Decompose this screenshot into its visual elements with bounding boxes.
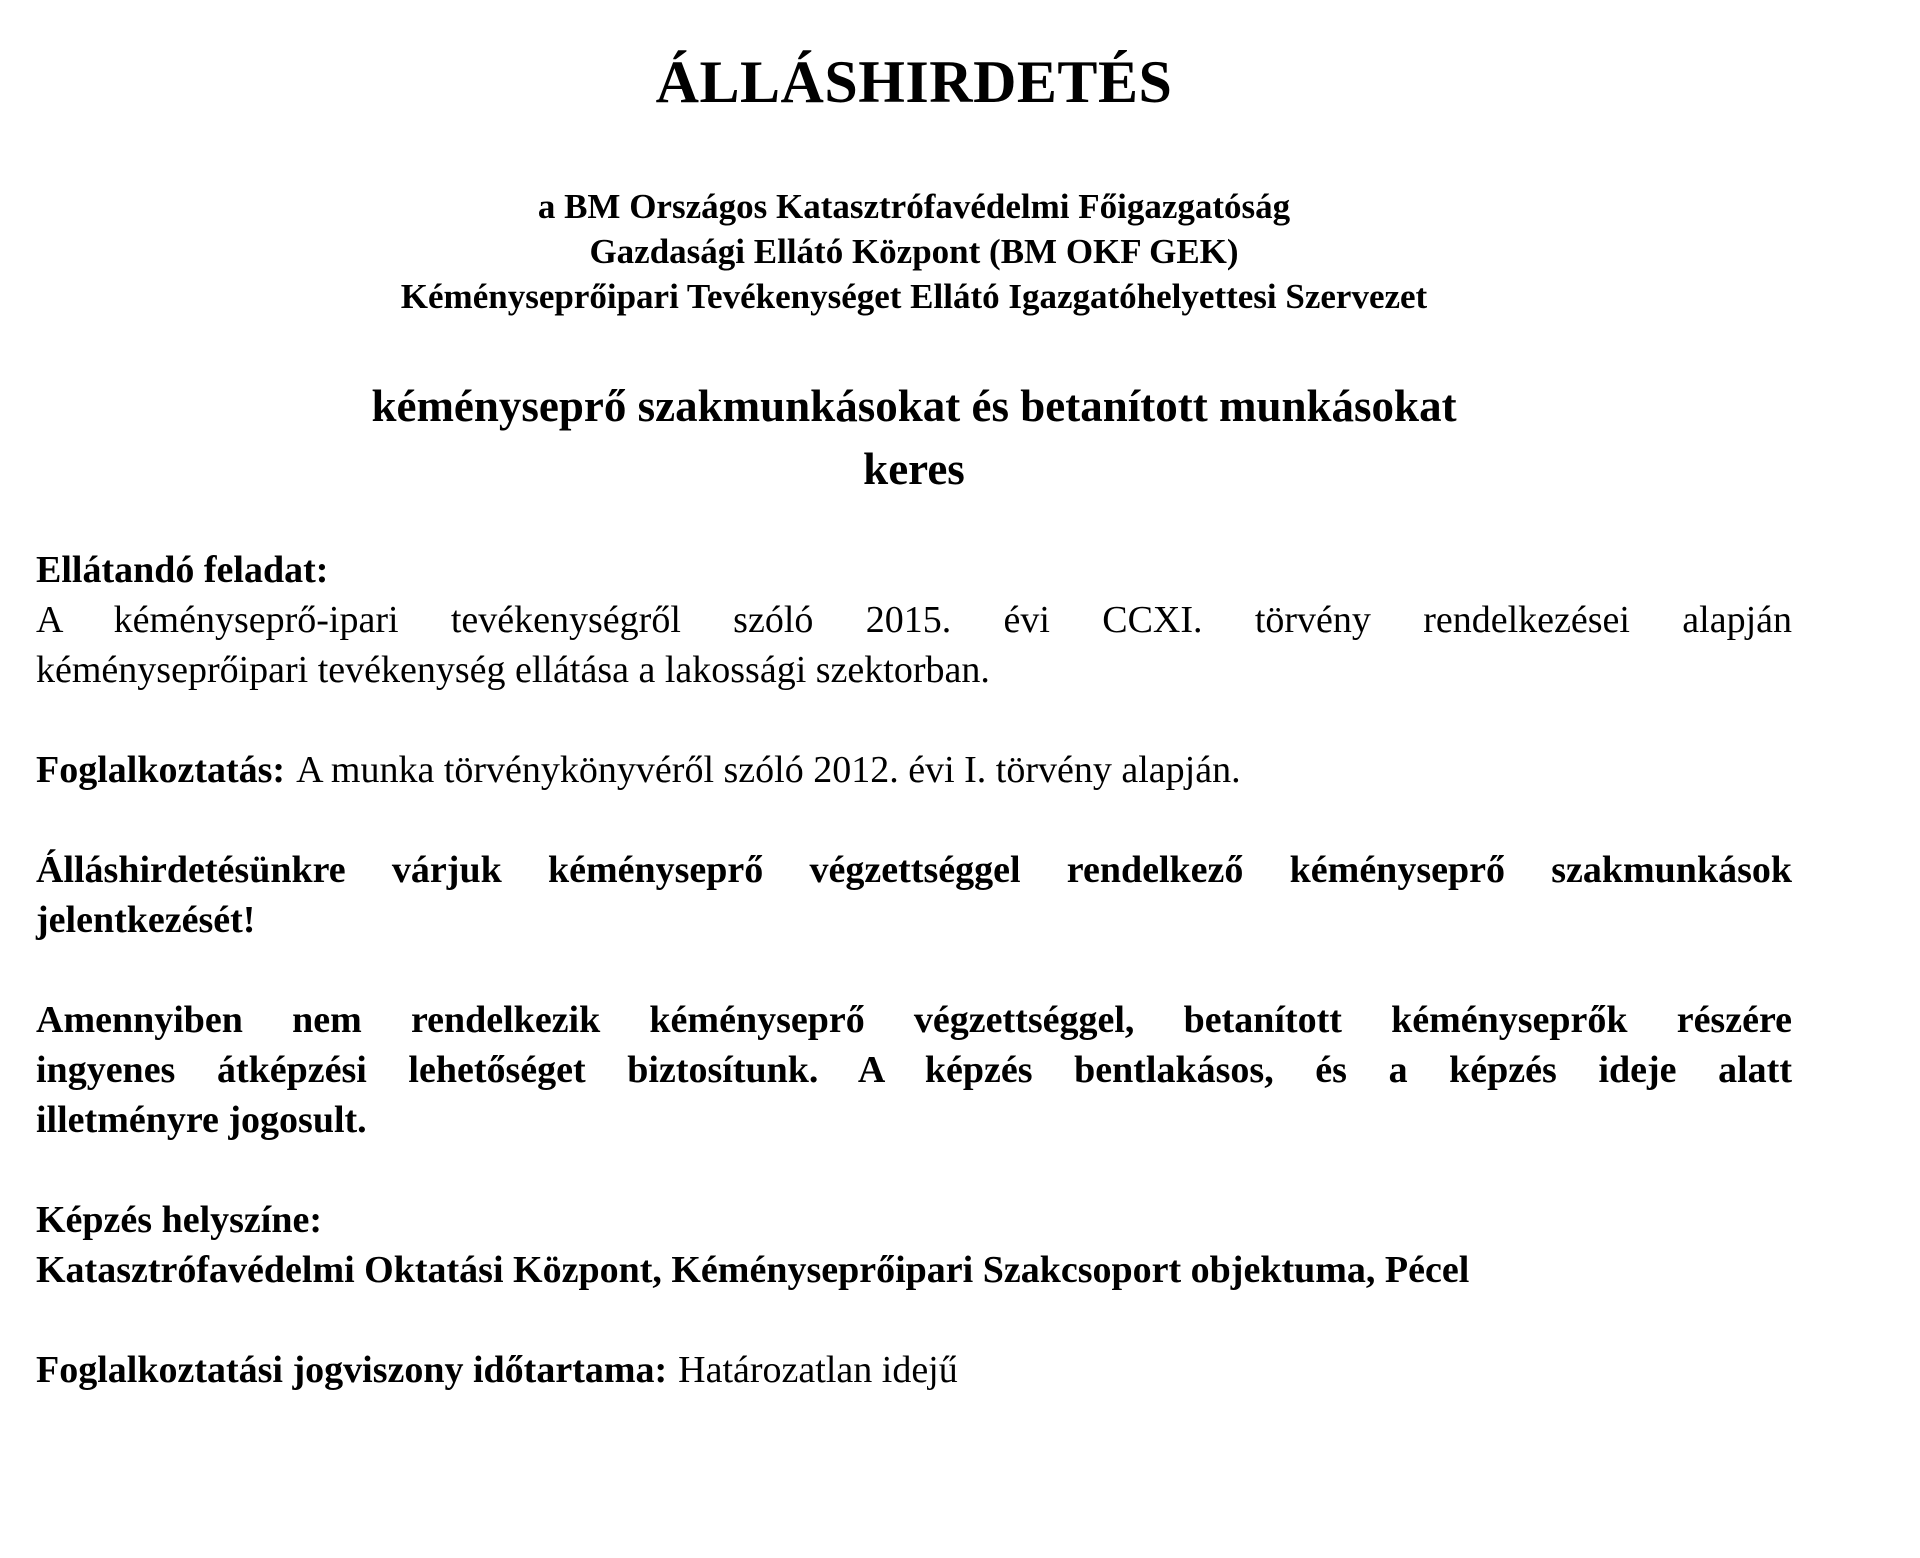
training-offer-line-1: Amennyiben nem rendelkezik kéményseprő végzettséggel, betanított kéményseprők részére: [36, 999, 1792, 1041]
position-heading-line-1: kéményseprő szakmunkásokat és betanított munkásokat: [371, 381, 1457, 431]
section-employment-duration: [36, 1345, 1792, 1395]
training-offer-line-2: ingyenes átképzési lehetőséget biztosítunk. A képzés bentlakásos, és a képzés ideje alatt: [36, 1049, 1792, 1091]
organization-name-line-2: Gazdasági Ellátó Központ (BM OKF GEK): [589, 232, 1239, 271]
organization-name-line-1: a BM Országos Katasztrófavédelmi Főigazgatóság: [537, 187, 1291, 226]
section-task-label: Ellátandó feladat:: [36, 549, 329, 591]
training-location-label: Képzés helyszíne:: [36, 1199, 323, 1241]
section-task-text-line-1: A kéményseprő-ipari tevékenységről szóló 2015. évi CCXI. törvény rendelkezései alapján: [36, 599, 1792, 641]
section-employment-label: Foglalkoztatás:: [36, 749, 286, 791]
section-call-for-applicants: [36, 845, 1792, 945]
position-heading: [36, 375, 1792, 501]
position-heading-line-2: keres: [863, 444, 965, 494]
call-for-applicants-line-2: jelentkezését!: [36, 899, 256, 941]
organization-name-line-3: Kéményseprőipari Tevékenységet Ellátó Igazgatóhelyettesi Szervezet: [400, 277, 1428, 316]
organization-block: [36, 184, 1792, 319]
section-training-offer: [36, 995, 1792, 1145]
training-offer-line-3: illetményre jogosult.: [36, 1099, 367, 1141]
employment-duration-text: Határozatlan idejű: [678, 1349, 958, 1391]
section-task-text-line-2: kéményseprőipari tevékenység ellátása a lakossági szektorban.: [36, 649, 990, 691]
section-training-location: [36, 1195, 1792, 1295]
call-for-applicants-line-1: Álláshirdetésünkre várjuk kéményseprő végzettséggel rendelkező kéményseprő szakmunkások: [36, 849, 1792, 891]
section-employment-text: A munka törvénykönyvéről szóló 2012. évi I. törvény alapján.: [296, 749, 1241, 791]
section-employment: [36, 745, 1792, 795]
training-location-text: Katasztrófavédelmi Oktatási Központ, Kéményseprőipari Szakcsoport objektuma, Pécel: [36, 1249, 1470, 1291]
employment-duration-label: Foglalkoztatási jogviszony időtartama:: [36, 1349, 668, 1391]
section-task: [36, 545, 1792, 695]
document-title: ÁLLÁSHIRDETÉS: [655, 49, 1173, 115]
